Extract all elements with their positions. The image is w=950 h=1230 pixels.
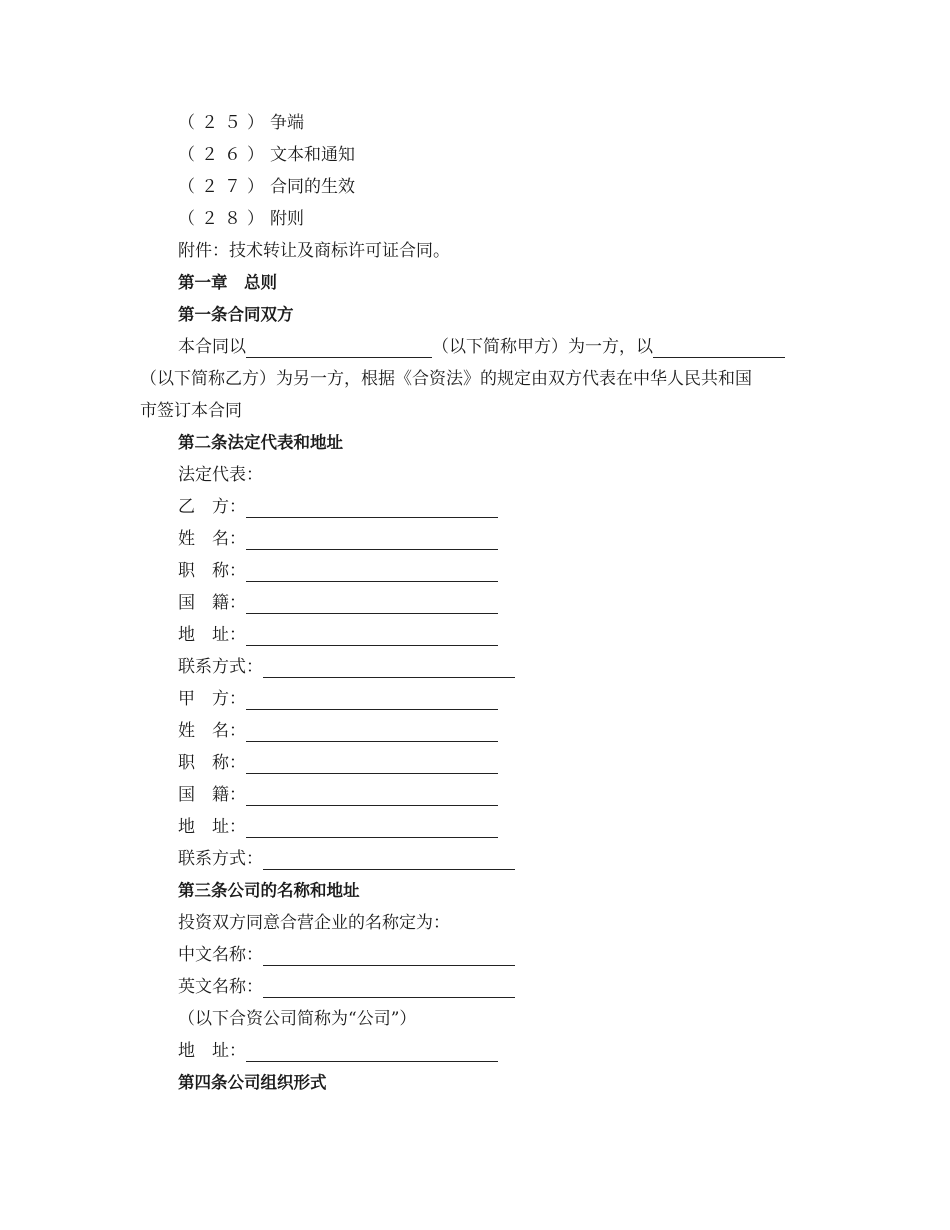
- attachment-note: 附件：技术转让及商标许可证合同。: [178, 241, 450, 261]
- chapter-heading: 第一章 总则: [178, 273, 277, 292]
- party-a-address-field[interactable]: [246, 817, 498, 838]
- form-row: 职 称：: [178, 555, 498, 587]
- party-a-title-field[interactable]: [246, 753, 498, 774]
- party-b-nationality-field[interactable]: [246, 593, 498, 614]
- article-1-para-line: 市签订本合同: [140, 401, 242, 421]
- company-address-field[interactable]: [246, 1041, 498, 1062]
- party-a-nationality-field[interactable]: [246, 785, 498, 806]
- english-name-field[interactable]: [263, 977, 515, 998]
- party-a-blank[interactable]: [246, 337, 432, 358]
- company-name-intro: 投资双方同意合营企业的名称定为：: [178, 913, 450, 933]
- form-row: 职 称：: [178, 747, 498, 779]
- form-row: 甲 方：: [178, 683, 498, 715]
- party-b-contact-field[interactable]: [263, 657, 515, 678]
- form-row: 地 址：: [178, 619, 498, 651]
- party-a-name-field[interactable]: [246, 721, 498, 742]
- article-2-title: 第二条法定代表和地址: [178, 433, 343, 452]
- toc-item: （２８）附则: [178, 209, 304, 229]
- article-4-title: 第四条公司组织形式: [178, 1073, 327, 1092]
- form-row: 乙 方：: [178, 491, 498, 523]
- form-row: 姓 名：: [178, 523, 498, 555]
- party-b-blank[interactable]: [653, 337, 785, 358]
- article-1-title: 第一条合同双方: [178, 305, 294, 324]
- article-1-para-line: 本合同以 （以下简称甲方）为一方，以: [178, 331, 785, 363]
- party-a-field[interactable]: [246, 689, 498, 710]
- toc-item: （２５）争端: [178, 113, 304, 133]
- party-a-contact-field[interactable]: [263, 849, 515, 870]
- toc-item: （２６）文本和通知: [178, 145, 355, 165]
- form-row: 英文名称：: [178, 971, 515, 1003]
- party-b-field[interactable]: [246, 497, 498, 518]
- form-row: 姓 名：: [178, 715, 498, 747]
- company-abbrev-note: （以下合资公司简称为“公司”）: [178, 1009, 417, 1029]
- article-3-title: 第三条公司的名称和地址: [178, 881, 360, 900]
- form-row: 地 址：: [178, 1035, 498, 1067]
- form-row: 国 籍：: [178, 587, 498, 619]
- party-b-address-field[interactable]: [246, 625, 498, 646]
- legal-rep-intro: 法定代表：: [178, 465, 263, 485]
- form-row: 中文名称：: [178, 939, 515, 971]
- article-1-para-line: （以下简称乙方）为另一方，根据《合资法》的规定由双方代表在中华人民共和国: [140, 369, 752, 389]
- chinese-name-field[interactable]: [263, 945, 515, 966]
- form-row: 地 址：: [178, 811, 498, 843]
- party-b-name-field[interactable]: [246, 529, 498, 550]
- form-row: 国 籍：: [178, 779, 498, 811]
- form-row: 联系方式：: [178, 651, 515, 683]
- toc-item: （２７）合同的生效: [178, 177, 355, 197]
- form-row: 联系方式：: [178, 843, 515, 875]
- party-b-title-field[interactable]: [246, 561, 498, 582]
